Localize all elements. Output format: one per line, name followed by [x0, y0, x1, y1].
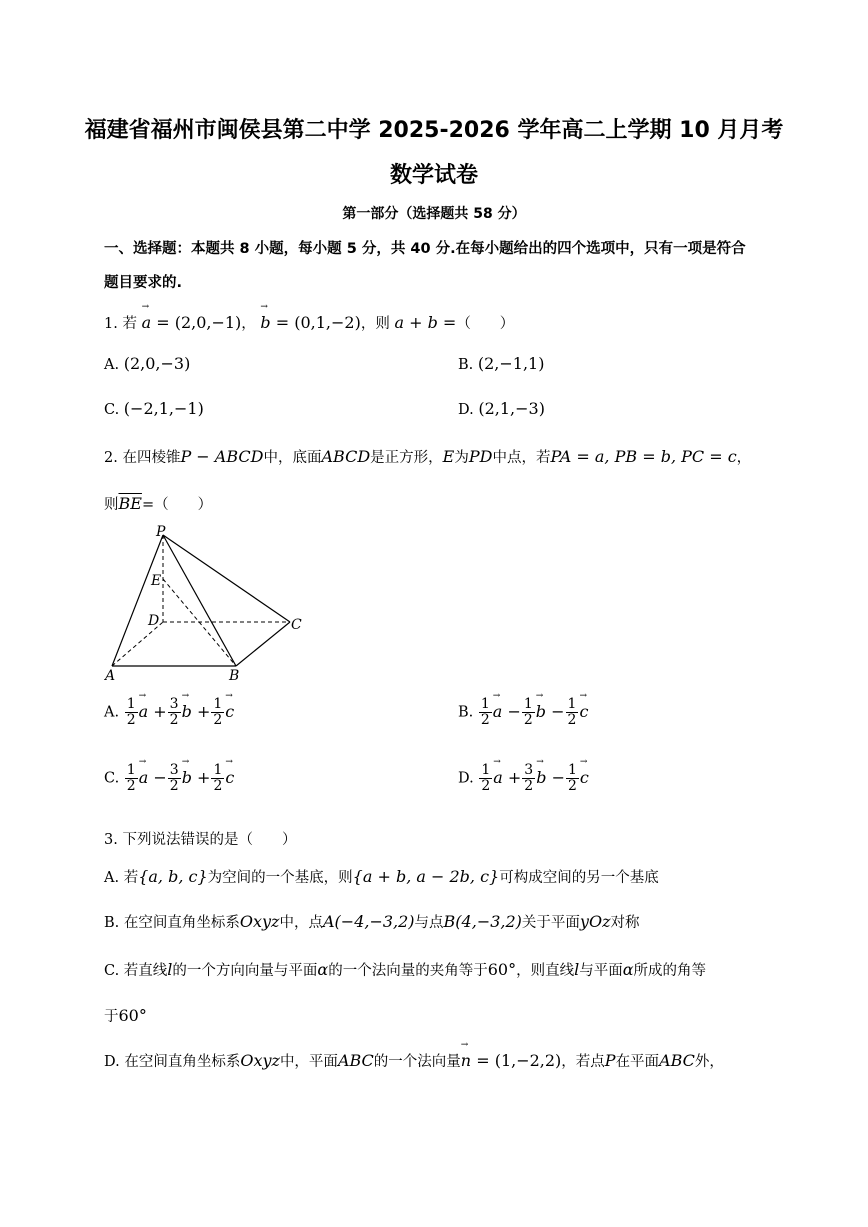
label-a: A: [105, 668, 116, 684]
question-2-stem: 2. 在四棱锥P − ABCD中，底面ABCD是正方形，E为PD中点，若PA = a, PB = b, PC = c，: [104, 447, 752, 466]
edge-bc: [236, 622, 290, 666]
q1-option-a[interactable]: A. (2,0,−3): [104, 354, 191, 373]
question-1-stem: 1. 若 → a = (2,0,−1)， → b = (0,1,−2)，则 a + b =（ ）: [104, 312, 514, 333]
section-heading-cont: 题目要求的.: [104, 275, 183, 291]
pyramid-figure: [100, 525, 320, 690]
edge-pa: [112, 535, 163, 666]
question-2-stem-cont: 则$\overline{BE}=$（ ）: [104, 494, 213, 513]
question-3-stem: 3. 下列说法错误的是（ ）: [104, 832, 297, 848]
label-p: P: [156, 525, 166, 540]
edge-pc: [163, 535, 290, 622]
q2-option-a[interactable]: A. $\frac{1}{2}$ → a + $\frac{3}{2}$ → b + $\frac{1}{2}$ → c: [104, 697, 234, 727]
q1-option-b[interactable]: B. (2,−1,1): [458, 354, 545, 373]
section-heading: 一、选择题：本题共 8 小题，每小题 5 分，共 40 分.在每小题给出的四个选项中，只有一项是符合: [104, 241, 746, 257]
q2-option-d[interactable]: D. $\frac{1}{2}$ → a + $\frac{3}{2}$ → b − $\frac{1}{2}$ → c: [458, 763, 589, 793]
q3-option-c[interactable]: C. 若直线l的一个方向向量与平面α的一个法向量的夹角等于60°，则直线l与平面α所成的角等: [104, 960, 707, 979]
edge-pb: [163, 535, 236, 666]
part-heading: 第一部分（选择题共 58 分）: [342, 206, 526, 222]
label-d: D: [148, 613, 160, 629]
label-b: B: [229, 668, 240, 684]
label-c: C: [291, 617, 302, 633]
q2-option-b[interactable]: B. $\frac{1}{2}$ → a − $\frac{1}{2}$ → b − $\frac{1}{2}$ → c: [458, 697, 588, 727]
page-title-line2: 数学试卷: [389, 163, 478, 188]
q3-option-c-cont: 于60°: [104, 1006, 147, 1025]
q3-option-b[interactable]: B. 在空间直角坐标系Oxyz中，点A(−4,−3,2)与点B(4,−3,2)关于平面yOz对称: [104, 912, 640, 931]
q2-option-c[interactable]: C. $\frac{1}{2}$ → a − $\frac{3}{2}$ → b + $\frac{1}{2}$ → c: [104, 763, 234, 793]
page-title-line1: 福建省福州市闽侯县第二中学 2025-2026 学年高二上学期 10 月月考: [84, 118, 784, 143]
q3-option-a[interactable]: A. 若{a, b, c}为空间的一个基底，则{a + b, a − 2b, c}可构成空间的另一个基底: [104, 867, 659, 886]
q1-option-c[interactable]: C. (−2,1,−1): [104, 399, 204, 418]
q1-option-d[interactable]: D. (2,1,−3): [458, 399, 545, 418]
q3-option-d[interactable]: D. 在空间直角坐标系Oxyz中，平面ABC的一个法向量→ n = (1,−2,2)，若点P在平面ABC外，: [104, 1050, 724, 1071]
label-e: E: [151, 573, 162, 589]
